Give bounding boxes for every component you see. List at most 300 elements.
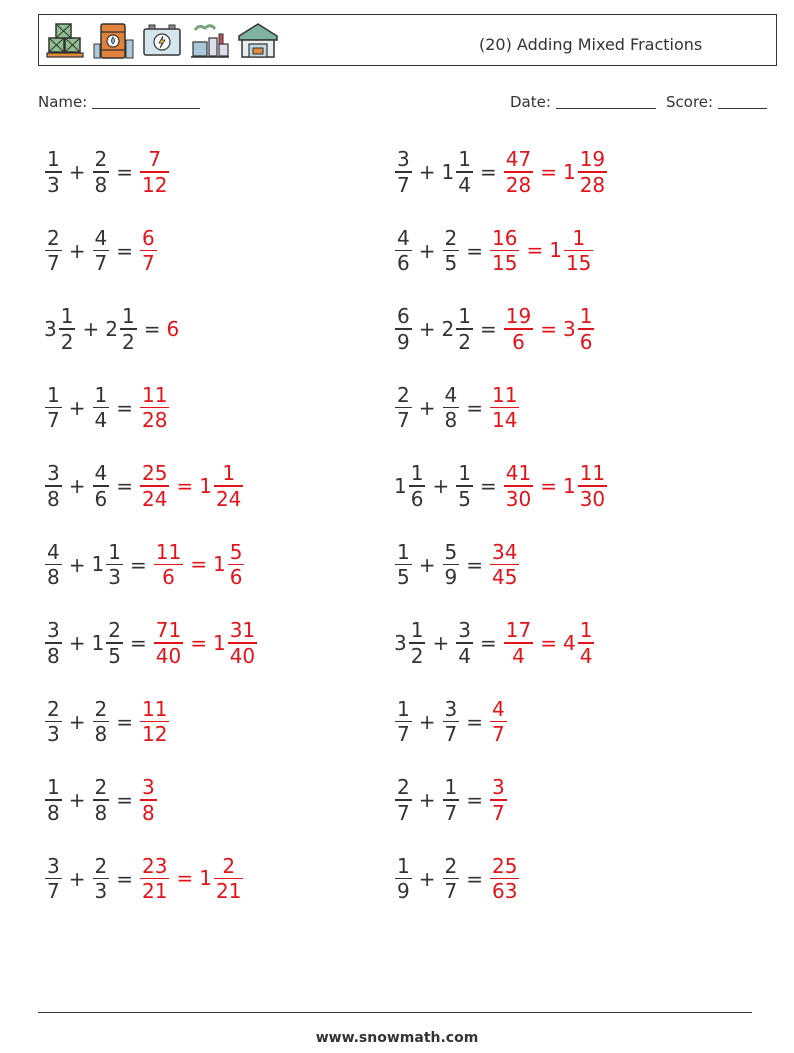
plus-sign: + bbox=[418, 709, 436, 734]
addend-b bbox=[442, 540, 461, 589]
addend-a-fraction bbox=[45, 226, 62, 275]
equals-sign: = bbox=[129, 631, 147, 655]
addend-a-fraction bbox=[45, 383, 62, 432]
answer-mixed-fraction bbox=[228, 618, 257, 667]
addend-b-fraction-numerator: 3 bbox=[444, 696, 458, 721]
answer-mixed-fraction-denominator: 6 bbox=[579, 329, 593, 354]
addend-b-fraction bbox=[456, 461, 473, 510]
worksheet-header bbox=[38, 14, 777, 66]
answer-fraction-numerator: 6 bbox=[142, 225, 155, 250]
addend-b bbox=[442, 147, 474, 196]
addend-b bbox=[442, 775, 461, 824]
addend-a-fraction-denominator: 7 bbox=[47, 879, 60, 904]
addend-a-fraction bbox=[45, 461, 62, 510]
addend-b-fraction-denominator: 7 bbox=[444, 722, 458, 747]
answer-fraction-numerator: 3 bbox=[142, 775, 155, 800]
plus-sign: + bbox=[418, 160, 436, 184]
answer-fraction bbox=[490, 775, 507, 824]
addend-b bbox=[92, 540, 124, 589]
plus-sign: + bbox=[68, 160, 86, 184]
answer-mixed-whole: 1 bbox=[212, 552, 226, 577]
answer-fraction-denominator: 15 bbox=[492, 251, 518, 276]
plus-sign: + bbox=[418, 552, 436, 577]
answer-equals-sign: = bbox=[176, 866, 194, 891]
addend-a bbox=[44, 383, 63, 432]
answer-fraction bbox=[490, 226, 519, 275]
answer-fraction bbox=[504, 147, 533, 196]
answer-mixed-fraction bbox=[578, 147, 607, 196]
answer-fraction-numerator: 3 bbox=[492, 775, 505, 800]
equals-sign: = bbox=[116, 788, 133, 812]
addend-b-fraction-denominator: 6 bbox=[94, 486, 108, 511]
answer-fraction bbox=[504, 304, 533, 353]
answer-fraction bbox=[154, 618, 183, 667]
addend-b-fraction-numerator: 2 bbox=[94, 147, 108, 172]
addend-b bbox=[92, 697, 111, 746]
answer-fraction-numerator: 16 bbox=[492, 225, 518, 250]
answer bbox=[489, 775, 508, 824]
problem-item bbox=[394, 293, 595, 365]
addend-b-fraction bbox=[106, 540, 123, 589]
plus-sign: + bbox=[418, 317, 436, 341]
addend-a-fraction-numerator: 3 bbox=[47, 461, 60, 486]
addend-b bbox=[92, 775, 111, 824]
addend-b-fraction bbox=[443, 854, 460, 903]
answer-mixed bbox=[199, 461, 244, 510]
answer-equals-sign: = bbox=[190, 552, 207, 577]
answer-mixed-fraction-denominator: 6 bbox=[229, 565, 243, 590]
addend-b-fraction bbox=[93, 697, 110, 746]
answer-equals-sign: = bbox=[176, 473, 194, 498]
answer-fraction-numerator: 25 bbox=[492, 853, 518, 878]
addend-a-fraction-denominator: 7 bbox=[397, 800, 410, 825]
problem-item bbox=[394, 843, 520, 915]
addend-a-fraction-numerator: 1 bbox=[47, 382, 60, 407]
plus-sign: + bbox=[418, 395, 436, 420]
problem-item bbox=[44, 215, 158, 287]
answer-mixed-fraction bbox=[564, 226, 593, 275]
answer bbox=[166, 317, 179, 341]
answer-fraction bbox=[154, 540, 183, 589]
addend-a-fraction-numerator: 6 bbox=[397, 304, 410, 329]
addend-b-fraction-numerator: 5 bbox=[444, 539, 458, 564]
problem-item bbox=[394, 136, 608, 208]
addend-a-fraction-numerator: 3 bbox=[397, 147, 410, 172]
addend-b-fraction-numerator: 1 bbox=[108, 539, 121, 564]
addend-a bbox=[44, 697, 63, 746]
answer bbox=[489, 697, 508, 746]
answer-mixed-fraction bbox=[578, 618, 595, 667]
answer bbox=[139, 147, 170, 196]
answer-fraction-numerator: 71 bbox=[155, 618, 182, 643]
answer-fraction-denominator: 28 bbox=[142, 408, 168, 433]
oil-barrel-icon bbox=[93, 20, 135, 62]
addend-a-fraction bbox=[395, 226, 412, 275]
addend-b-fraction-numerator: 3 bbox=[458, 618, 471, 643]
addend-a bbox=[44, 854, 63, 903]
answer-fraction-numerator: 11 bbox=[142, 382, 168, 407]
answer-mixed-whole: 1 bbox=[549, 238, 562, 263]
addend-a-fraction-numerator: 4 bbox=[47, 539, 60, 564]
answer-mixed bbox=[563, 461, 608, 510]
addend-a bbox=[44, 147, 63, 196]
addend-b-fraction-denominator: 5 bbox=[108, 643, 121, 668]
worksheet-title: (20) Adding Mixed Fractions bbox=[479, 35, 703, 54]
answer-mixed bbox=[199, 854, 244, 903]
answer-whole: 6 bbox=[166, 317, 180, 341]
plus-sign: + bbox=[68, 709, 86, 734]
addend-b-fraction-denominator: 5 bbox=[444, 251, 458, 276]
footer-url: www.snowmath.com bbox=[315, 1030, 479, 1046]
answer-fraction-denominator: 45 bbox=[492, 565, 518, 590]
answer-fraction bbox=[504, 461, 533, 510]
answer-fraction-denominator: 7 bbox=[492, 800, 505, 825]
problem-item bbox=[394, 450, 608, 522]
answer-fraction bbox=[490, 540, 519, 589]
equals-sign: = bbox=[143, 317, 161, 341]
addend-a-fraction bbox=[59, 304, 76, 353]
addend-a-fraction-numerator: 2 bbox=[47, 225, 60, 250]
addend-a-fraction-numerator: 1 bbox=[397, 696, 410, 721]
problem-item bbox=[44, 450, 244, 522]
addend-a-fraction-denominator: 7 bbox=[47, 251, 60, 276]
addend-b-fraction bbox=[443, 697, 460, 746]
plus-sign: + bbox=[418, 788, 436, 812]
problem-item bbox=[394, 215, 594, 287]
answer-fraction bbox=[140, 383, 169, 432]
equals-sign: = bbox=[116, 395, 133, 420]
addend-a-fraction-numerator: 2 bbox=[397, 775, 410, 800]
plus-sign: + bbox=[68, 552, 86, 577]
addend-b-fraction-numerator: 1 bbox=[458, 461, 471, 486]
addend-b-fraction-denominator: 3 bbox=[94, 879, 108, 904]
addend-a-fraction bbox=[409, 461, 426, 510]
addend-b-fraction-denominator: 2 bbox=[458, 329, 471, 354]
addend-b-fraction-denominator: 7 bbox=[94, 251, 108, 276]
date-blank bbox=[556, 94, 656, 109]
addend-a-fraction-denominator: 7 bbox=[397, 408, 410, 433]
answer-mixed bbox=[563, 147, 608, 196]
addend-a bbox=[44, 618, 63, 667]
answer-mixed-whole: 4 bbox=[562, 630, 576, 655]
addend-a-fraction-denominator: 2 bbox=[410, 643, 424, 668]
answer-fraction-denominator: 12 bbox=[142, 722, 168, 747]
answer-fraction-denominator: 6 bbox=[162, 565, 175, 590]
addend-b-fraction bbox=[443, 540, 460, 589]
addend-a-fraction-numerator: 1 bbox=[47, 775, 60, 800]
plus-sign: + bbox=[432, 631, 450, 655]
answer-mixed bbox=[563, 304, 595, 353]
addend-a-fraction-denominator: 7 bbox=[397, 172, 410, 197]
answer-mixed bbox=[549, 226, 594, 275]
answer-mixed-fraction bbox=[578, 304, 595, 353]
addend-a-fraction-denominator: 6 bbox=[410, 486, 424, 511]
answer-mixed-fraction-denominator: 40 bbox=[229, 643, 256, 668]
addend-b bbox=[442, 226, 461, 275]
addend-b-fraction-numerator: 4 bbox=[444, 382, 458, 407]
equals-sign: = bbox=[116, 866, 133, 891]
answer-fraction bbox=[140, 854, 169, 903]
answer-fraction-denominator: 24 bbox=[142, 486, 168, 511]
answer-mixed-whole: 1 bbox=[199, 473, 212, 498]
answer-fraction bbox=[490, 383, 519, 432]
addend-a-whole: 3 bbox=[394, 630, 407, 655]
addend-a-fraction bbox=[45, 854, 62, 903]
answer-fraction-denominator: 8 bbox=[142, 800, 155, 825]
answer bbox=[139, 697, 170, 746]
equals-sign: = bbox=[466, 238, 483, 263]
addend-a-whole: 3 bbox=[44, 316, 57, 341]
addend-a-fraction-denominator: 9 bbox=[397, 329, 410, 354]
equals-sign: = bbox=[466, 395, 483, 420]
answer-fraction bbox=[490, 854, 519, 903]
plus-sign: + bbox=[432, 474, 450, 498]
addend-b bbox=[442, 304, 474, 353]
problem-item bbox=[44, 764, 158, 836]
battery-icon bbox=[141, 20, 183, 62]
answer-fraction-numerator: 17 bbox=[505, 618, 532, 643]
answer bbox=[139, 226, 158, 275]
problem-item bbox=[44, 136, 170, 208]
addend-a-fraction-numerator: 1 bbox=[60, 304, 74, 329]
addend-b-fraction-denominator: 8 bbox=[94, 172, 108, 197]
answer-equals-sign: = bbox=[540, 316, 557, 341]
answer-fraction-numerator: 23 bbox=[142, 853, 168, 878]
answer-mixed-fraction-denominator: 4 bbox=[579, 643, 593, 668]
answer bbox=[139, 854, 244, 903]
answer-mixed-fraction bbox=[214, 854, 243, 903]
answer-mixed bbox=[213, 540, 245, 589]
equals-sign: = bbox=[116, 160, 133, 184]
addend-a bbox=[394, 540, 413, 589]
addend-b-fraction bbox=[456, 147, 473, 196]
addend-a-fraction-numerator: 1 bbox=[410, 618, 424, 643]
addend-a bbox=[394, 147, 413, 196]
addend-b-fraction bbox=[93, 226, 110, 275]
answer-fraction-denominator: 7 bbox=[492, 722, 505, 747]
addend-a-fraction-numerator: 1 bbox=[410, 461, 424, 486]
answer-fraction-numerator: 4 bbox=[492, 696, 505, 721]
problem-item bbox=[394, 372, 520, 444]
addend-a-fraction bbox=[395, 854, 412, 903]
plus-sign: + bbox=[68, 866, 86, 891]
plus-sign: + bbox=[68, 474, 86, 498]
problem-item bbox=[394, 686, 508, 758]
addend-a-fraction bbox=[45, 697, 62, 746]
addend-a bbox=[44, 461, 63, 510]
answer-fraction-denominator: 21 bbox=[142, 879, 168, 904]
answer-mixed bbox=[213, 618, 258, 667]
addend-a-whole: 1 bbox=[394, 473, 407, 498]
addend-b bbox=[442, 383, 461, 432]
plus-sign: + bbox=[68, 395, 86, 420]
answer-mixed-fraction-numerator: 19 bbox=[579, 147, 606, 172]
answer-fraction-denominator: 30 bbox=[505, 486, 532, 511]
factory-icon bbox=[189, 20, 231, 62]
addend-b-fraction bbox=[443, 383, 460, 432]
addend-b-fraction bbox=[456, 618, 473, 667]
problem-item bbox=[44, 686, 170, 758]
addend-b bbox=[442, 697, 461, 746]
addend-a-fraction bbox=[45, 540, 62, 589]
warehouse-icon bbox=[237, 20, 279, 62]
addend-b bbox=[455, 618, 474, 667]
name-field bbox=[38, 93, 200, 111]
plus-sign: + bbox=[68, 788, 86, 812]
answer bbox=[153, 540, 246, 589]
addend-b-fraction-denominator: 2 bbox=[121, 329, 135, 354]
score-label: Score: bbox=[666, 93, 714, 111]
addend-b-fraction-denominator: 3 bbox=[108, 565, 121, 590]
addend-b-fraction-denominator: 8 bbox=[94, 722, 108, 747]
answer-mixed-whole: 1 bbox=[199, 866, 212, 891]
addend-b-fraction bbox=[443, 775, 460, 824]
addend-a-fraction bbox=[395, 697, 412, 746]
answer-fraction-numerator: 41 bbox=[505, 461, 532, 486]
answer-fraction bbox=[140, 697, 169, 746]
addend-b-fraction bbox=[120, 304, 137, 353]
answer-equals-sign: = bbox=[190, 630, 207, 655]
addend-b-fraction-numerator: 2 bbox=[94, 775, 108, 800]
answer-fraction-numerator: 11 bbox=[142, 696, 168, 721]
addend-a-fraction-numerator: 1 bbox=[397, 853, 410, 878]
addend-a-fraction bbox=[395, 304, 412, 353]
answer-mixed-fraction-numerator: 5 bbox=[229, 539, 243, 564]
addend-a-fraction-denominator: 7 bbox=[47, 408, 60, 433]
plus-sign: + bbox=[68, 631, 86, 655]
addend-b-fraction-numerator: 1 bbox=[458, 147, 471, 172]
problem-item bbox=[394, 764, 508, 836]
addend-a-fraction-denominator: 3 bbox=[47, 722, 60, 747]
answer-mixed-fraction-denominator: 24 bbox=[215, 486, 242, 511]
addend-a-fraction bbox=[395, 147, 412, 196]
addend-b-fraction-numerator: 2 bbox=[94, 853, 108, 878]
addend-a-fraction-denominator: 2 bbox=[60, 329, 74, 354]
addend-b bbox=[455, 461, 474, 510]
addend-b-fraction-numerator: 1 bbox=[121, 304, 135, 329]
equals-sign: = bbox=[466, 866, 483, 891]
addend-b bbox=[92, 461, 111, 510]
answer-mixed-fraction-numerator: 2 bbox=[222, 853, 236, 878]
addend-b-whole: 2 bbox=[105, 316, 118, 341]
addend-b-fraction-denominator: 4 bbox=[94, 408, 108, 433]
addend-a-fraction-numerator: 1 bbox=[397, 539, 410, 564]
answer-fraction-denominator: 6 bbox=[512, 329, 525, 354]
addend-b-whole: 1 bbox=[91, 630, 105, 655]
plus-sign: + bbox=[68, 238, 86, 263]
addend-b-whole: 2 bbox=[441, 316, 455, 341]
addend-b bbox=[92, 226, 111, 275]
problem-item bbox=[44, 529, 245, 601]
problem-item bbox=[44, 607, 258, 679]
addend-b-fraction bbox=[106, 618, 123, 667]
crates-icon bbox=[45, 20, 87, 62]
addend-a-fraction-denominator: 8 bbox=[47, 486, 60, 511]
answer-mixed-fraction-denominator: 15 bbox=[565, 251, 592, 276]
addend-a bbox=[394, 304, 413, 353]
addend-a bbox=[44, 226, 63, 275]
addend-a-fraction-denominator: 8 bbox=[47, 800, 60, 825]
problem-item bbox=[44, 843, 244, 915]
addend-b-fraction-numerator: 2 bbox=[444, 225, 458, 250]
date-field bbox=[510, 93, 656, 111]
answer-equals-sign: = bbox=[540, 159, 557, 184]
addend-a bbox=[394, 697, 413, 746]
answer-fraction-denominator: 14 bbox=[492, 408, 518, 433]
answer bbox=[139, 461, 244, 510]
answer bbox=[139, 775, 158, 824]
addend-b-fraction-denominator: 8 bbox=[444, 408, 458, 433]
addend-b-fraction bbox=[93, 383, 110, 432]
answer-mixed bbox=[563, 618, 595, 667]
answer-equals-sign: = bbox=[540, 473, 557, 498]
answer-fraction-denominator: 28 bbox=[505, 172, 532, 197]
equals-sign: = bbox=[466, 709, 483, 734]
plus-sign: + bbox=[82, 317, 100, 341]
answer-fraction-denominator: 63 bbox=[492, 879, 518, 904]
answer-fraction-denominator: 40 bbox=[155, 643, 182, 668]
score-blank bbox=[718, 94, 767, 109]
answer-fraction bbox=[140, 147, 169, 196]
addend-b-fraction-numerator: 4 bbox=[94, 461, 108, 486]
addend-a-fraction bbox=[45, 147, 62, 196]
equals-sign: = bbox=[116, 474, 133, 498]
equals-sign: = bbox=[479, 631, 497, 655]
answer bbox=[139, 383, 170, 432]
answer-mixed-fraction-numerator: 1 bbox=[579, 304, 593, 329]
plus-sign: + bbox=[418, 238, 436, 263]
equals-sign: = bbox=[466, 552, 483, 577]
answer-fraction bbox=[490, 697, 507, 746]
answer-fraction-numerator: 25 bbox=[142, 461, 168, 486]
addend-a bbox=[394, 226, 413, 275]
addend-b-fraction-denominator: 9 bbox=[444, 565, 458, 590]
problem-item bbox=[394, 529, 520, 601]
addend-a-fraction bbox=[395, 540, 412, 589]
equals-sign: = bbox=[116, 709, 133, 734]
answer bbox=[503, 304, 596, 353]
answer-fraction-numerator: 34 bbox=[492, 539, 518, 564]
addend-b-fraction-denominator: 7 bbox=[444, 879, 458, 904]
answer-equals-sign: = bbox=[526, 238, 544, 263]
addend-b bbox=[105, 304, 137, 353]
addend-a-fraction-denominator: 7 bbox=[397, 722, 410, 747]
addend-a-fraction-numerator: 4 bbox=[397, 225, 410, 250]
answer-fraction-numerator: 47 bbox=[505, 147, 532, 172]
answer-mixed-fraction bbox=[228, 540, 245, 589]
addend-a bbox=[394, 775, 413, 824]
answer bbox=[489, 226, 594, 275]
answer-fraction-numerator: 11 bbox=[492, 382, 518, 407]
answer-fraction bbox=[140, 461, 169, 510]
answer bbox=[503, 618, 596, 667]
problem-item bbox=[44, 372, 170, 444]
addend-a-fraction-numerator: 2 bbox=[397, 382, 410, 407]
answer bbox=[489, 854, 520, 903]
addend-a-fraction-denominator: 8 bbox=[47, 643, 60, 668]
addend-a bbox=[394, 854, 413, 903]
addend-b bbox=[92, 854, 111, 903]
answer bbox=[503, 147, 608, 196]
answer-mixed-fraction-denominator: 21 bbox=[215, 879, 242, 904]
addend-b-fraction bbox=[456, 304, 473, 353]
answer-mixed-fraction bbox=[214, 461, 243, 510]
answer-fraction-denominator: 7 bbox=[142, 251, 155, 276]
addend-b bbox=[92, 383, 111, 432]
addend-a-fraction-numerator: 2 bbox=[47, 696, 60, 721]
answer bbox=[489, 383, 520, 432]
answer-mixed-whole: 3 bbox=[562, 316, 576, 341]
